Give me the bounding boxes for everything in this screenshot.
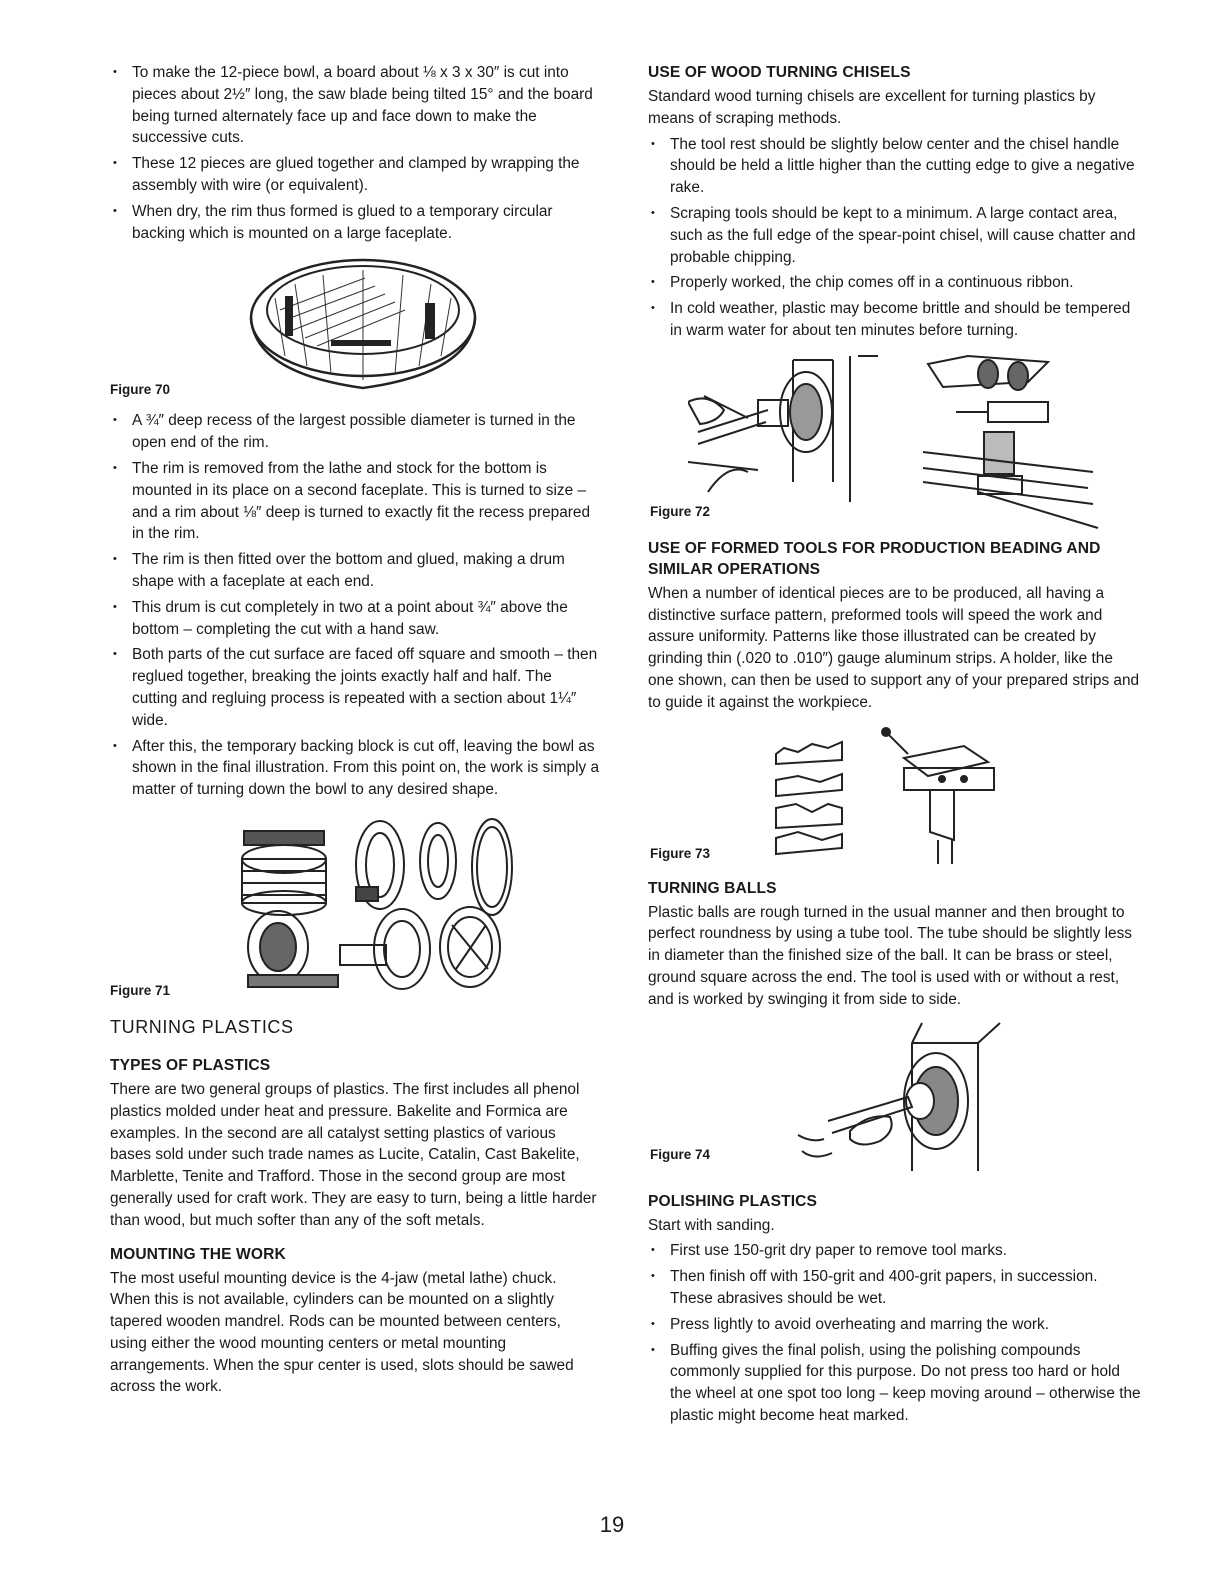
chisels-intro-text: Standard wood turning chisels are excellent for turning plastics by means of scraping methods.	[648, 88, 1096, 127]
list-item: • The tool rest should be slightly below center and the chisel handle should be held a little higher than the cutting edge to give a negative rake.	[648, 134, 1142, 199]
list-item: • When dry, the rim thus formed is glued to a temporary circular backing which is mounted on a large faceplate.	[110, 201, 600, 245]
figure-72	[648, 352, 1142, 532]
list-item: • Buffing gives the final polish, using the polishing compounds commonly supplied for this purpose. Do not press too hard or hold the wheel at one spot too long – keep moving around – otherwise the plastic might become heat marked.	[648, 1340, 1142, 1427]
list-item: • Press lightly to avoid overheating and marring the work.	[648, 1314, 1142, 1336]
figure-73-caption: Figure 73	[650, 845, 711, 861]
list-item: • These 12 pieces are glued together and clamped by wrapping the assembly with wire (or equivalent).	[110, 153, 600, 197]
figure-72-caption: Figure 72	[650, 503, 711, 519]
formed-tools-illustration	[768, 724, 1008, 874]
tube-tool-ball-illustration	[788, 1021, 1028, 1187]
turning-balls-text: Plastic balls are rough turned in the usual manner and then brought to perfect roundness by using a tube tool. The tube should be slightly less in diameter than the finished size of the ball. It can be brass or steel, ground square across the end. The tool is used with or without a rest, and is worked by swinging it from side to side.	[648, 903, 1132, 1008]
list-item: • First use 150-grit dry paper to remove tool marks.	[648, 1240, 1142, 1262]
figure-70	[110, 248, 600, 406]
list-item: • A ¾″ deep recess of the largest possible diameter is turned in the open end of the rim.	[110, 410, 600, 454]
figure-74-caption: Figure 74	[650, 1146, 711, 1162]
list-item: • The rim is removed from the lathe and stock for the bottom is mounted in its place on a second faceplate. This is turned to size – and a rim about ⅛″ deep is turned to exactly fit the recess prepared in the rim.	[110, 458, 600, 545]
list-item: • The rim is then fitted over the bottom and glued, making a drum shape with a faceplate at each end.	[110, 549, 600, 593]
left-column	[110, 62, 600, 1398]
heading-turning-balls: TURNING BALLS	[648, 879, 777, 897]
heading-polishing-plastics: POLISHING PLASTICS	[648, 1192, 818, 1210]
list-item: • Scraping tools should be kept to a minimum. A large contact area, such as the full edge of the spear-point chisel, will cause chatter and probable chipping.	[648, 203, 1142, 268]
list-item: • Then finish off with 150-grit and 400-grit papers, in succession. These abrasives should be wet.	[648, 1266, 1142, 1310]
mounting-the-work-text: The most useful mounting device is the 4-jaw (metal lathe) chuck. When this is not available, cylinders can be mounted on a slightly tapered wooden mandrel. Rods can be mounted between centers, using either the wood mounting centers or metal mounting arrangements. When the spur center is used, slots should be sawed across the work.	[110, 1269, 574, 1396]
chisels-list	[648, 134, 1142, 342]
bowl-steps-list-1	[110, 62, 600, 244]
figure-71	[110, 807, 600, 1011]
formed-tools-text: When a number of identical pieces are to be produced, all having a distinctive surface pattern, preformed tools will speed the work and assure uniformity. Patterns like those illustrated can be created by grinding thin (.020 to .010″) gauge aluminum strips. A holder, like the one shown, can then be used to support any of your prepared strips and to guide it against the workpiece.	[648, 584, 1140, 711]
figure-70-caption: Figure 70	[110, 382, 171, 398]
list-item: • Both parts of the cut surface are faced off square and smooth – then reglued together, breaking the joints exactly half and half. The cutting and regluing process is repeated with a section about 1¼″ wide.	[110, 644, 600, 731]
types-of-plastics-text: There are two general groups of plastics. The first includes all phenol plastics molded under heat and pressure. Bakelite and Formica are examples. In the second are all catalyst setting plastics of various bases sold under such trade names as Lucite, Catalin, Cast Bakelite, Marblette, Tenite and Trafford. Those in the second group are most generally used for craft work. They are easy to turn, being a little harder than wood, but much softer than any of the soft metals.	[110, 1080, 597, 1229]
heading-mounting-the-work: MOUNTING THE WORK	[110, 1245, 286, 1263]
heading-wood-turning-chisels: USE OF WOOD TURNING CHISELS	[648, 64, 911, 81]
list-item: • Properly worked, the chip comes off in a continuous ribbon.	[648, 272, 1142, 294]
list-item: • In cold weather, plastic may become brittle and should be tempered in warm water for about ten minutes before turning.	[648, 298, 1142, 342]
list-item: • To make the 12-piece bowl, a board about ⅛ x 3 x 30″ is cut into pieces about 2½″ long, the saw blade being tilted 15° and the board being turned alternately face up and face down to make the successive cuts.	[110, 62, 600, 149]
chisel-on-lathe-illustration	[688, 352, 1108, 532]
section-title-turning-plastics: TURNING PLASTICS	[110, 1016, 294, 1037]
page-number: 19	[599, 1512, 625, 1537]
list-item: • After this, the temporary backing block is cut off, leaving the bowl as shown in the final illustration. From this point on, the work is simply a matter of turning down the bowl to any desired shape.	[110, 736, 600, 801]
heading-formed-tools: USE OF FORMED TOOLS FOR PRODUCTION BEADING AND SIMILAR OPERATIONS	[648, 539, 1101, 578]
bowl-steps-list-2	[110, 410, 600, 801]
bowl-rim-illustration	[245, 248, 485, 406]
bowl-assembly-sequence-illustration	[230, 807, 530, 1007]
list-item: • This drum is cut completely in two at a point about ¾″ above the bottom – completing the cut with a hand saw.	[110, 597, 600, 641]
polishing-intro-text: Start with sanding.	[648, 1216, 775, 1234]
heading-types-of-plastics: TYPES OF PLASTICS	[110, 1056, 271, 1074]
right-column	[648, 62, 1142, 1431]
polishing-list	[648, 1240, 1142, 1426]
figure-71-caption: Figure 71	[110, 982, 171, 998]
figure-73	[648, 724, 1142, 874]
figure-74	[648, 1021, 1142, 1187]
